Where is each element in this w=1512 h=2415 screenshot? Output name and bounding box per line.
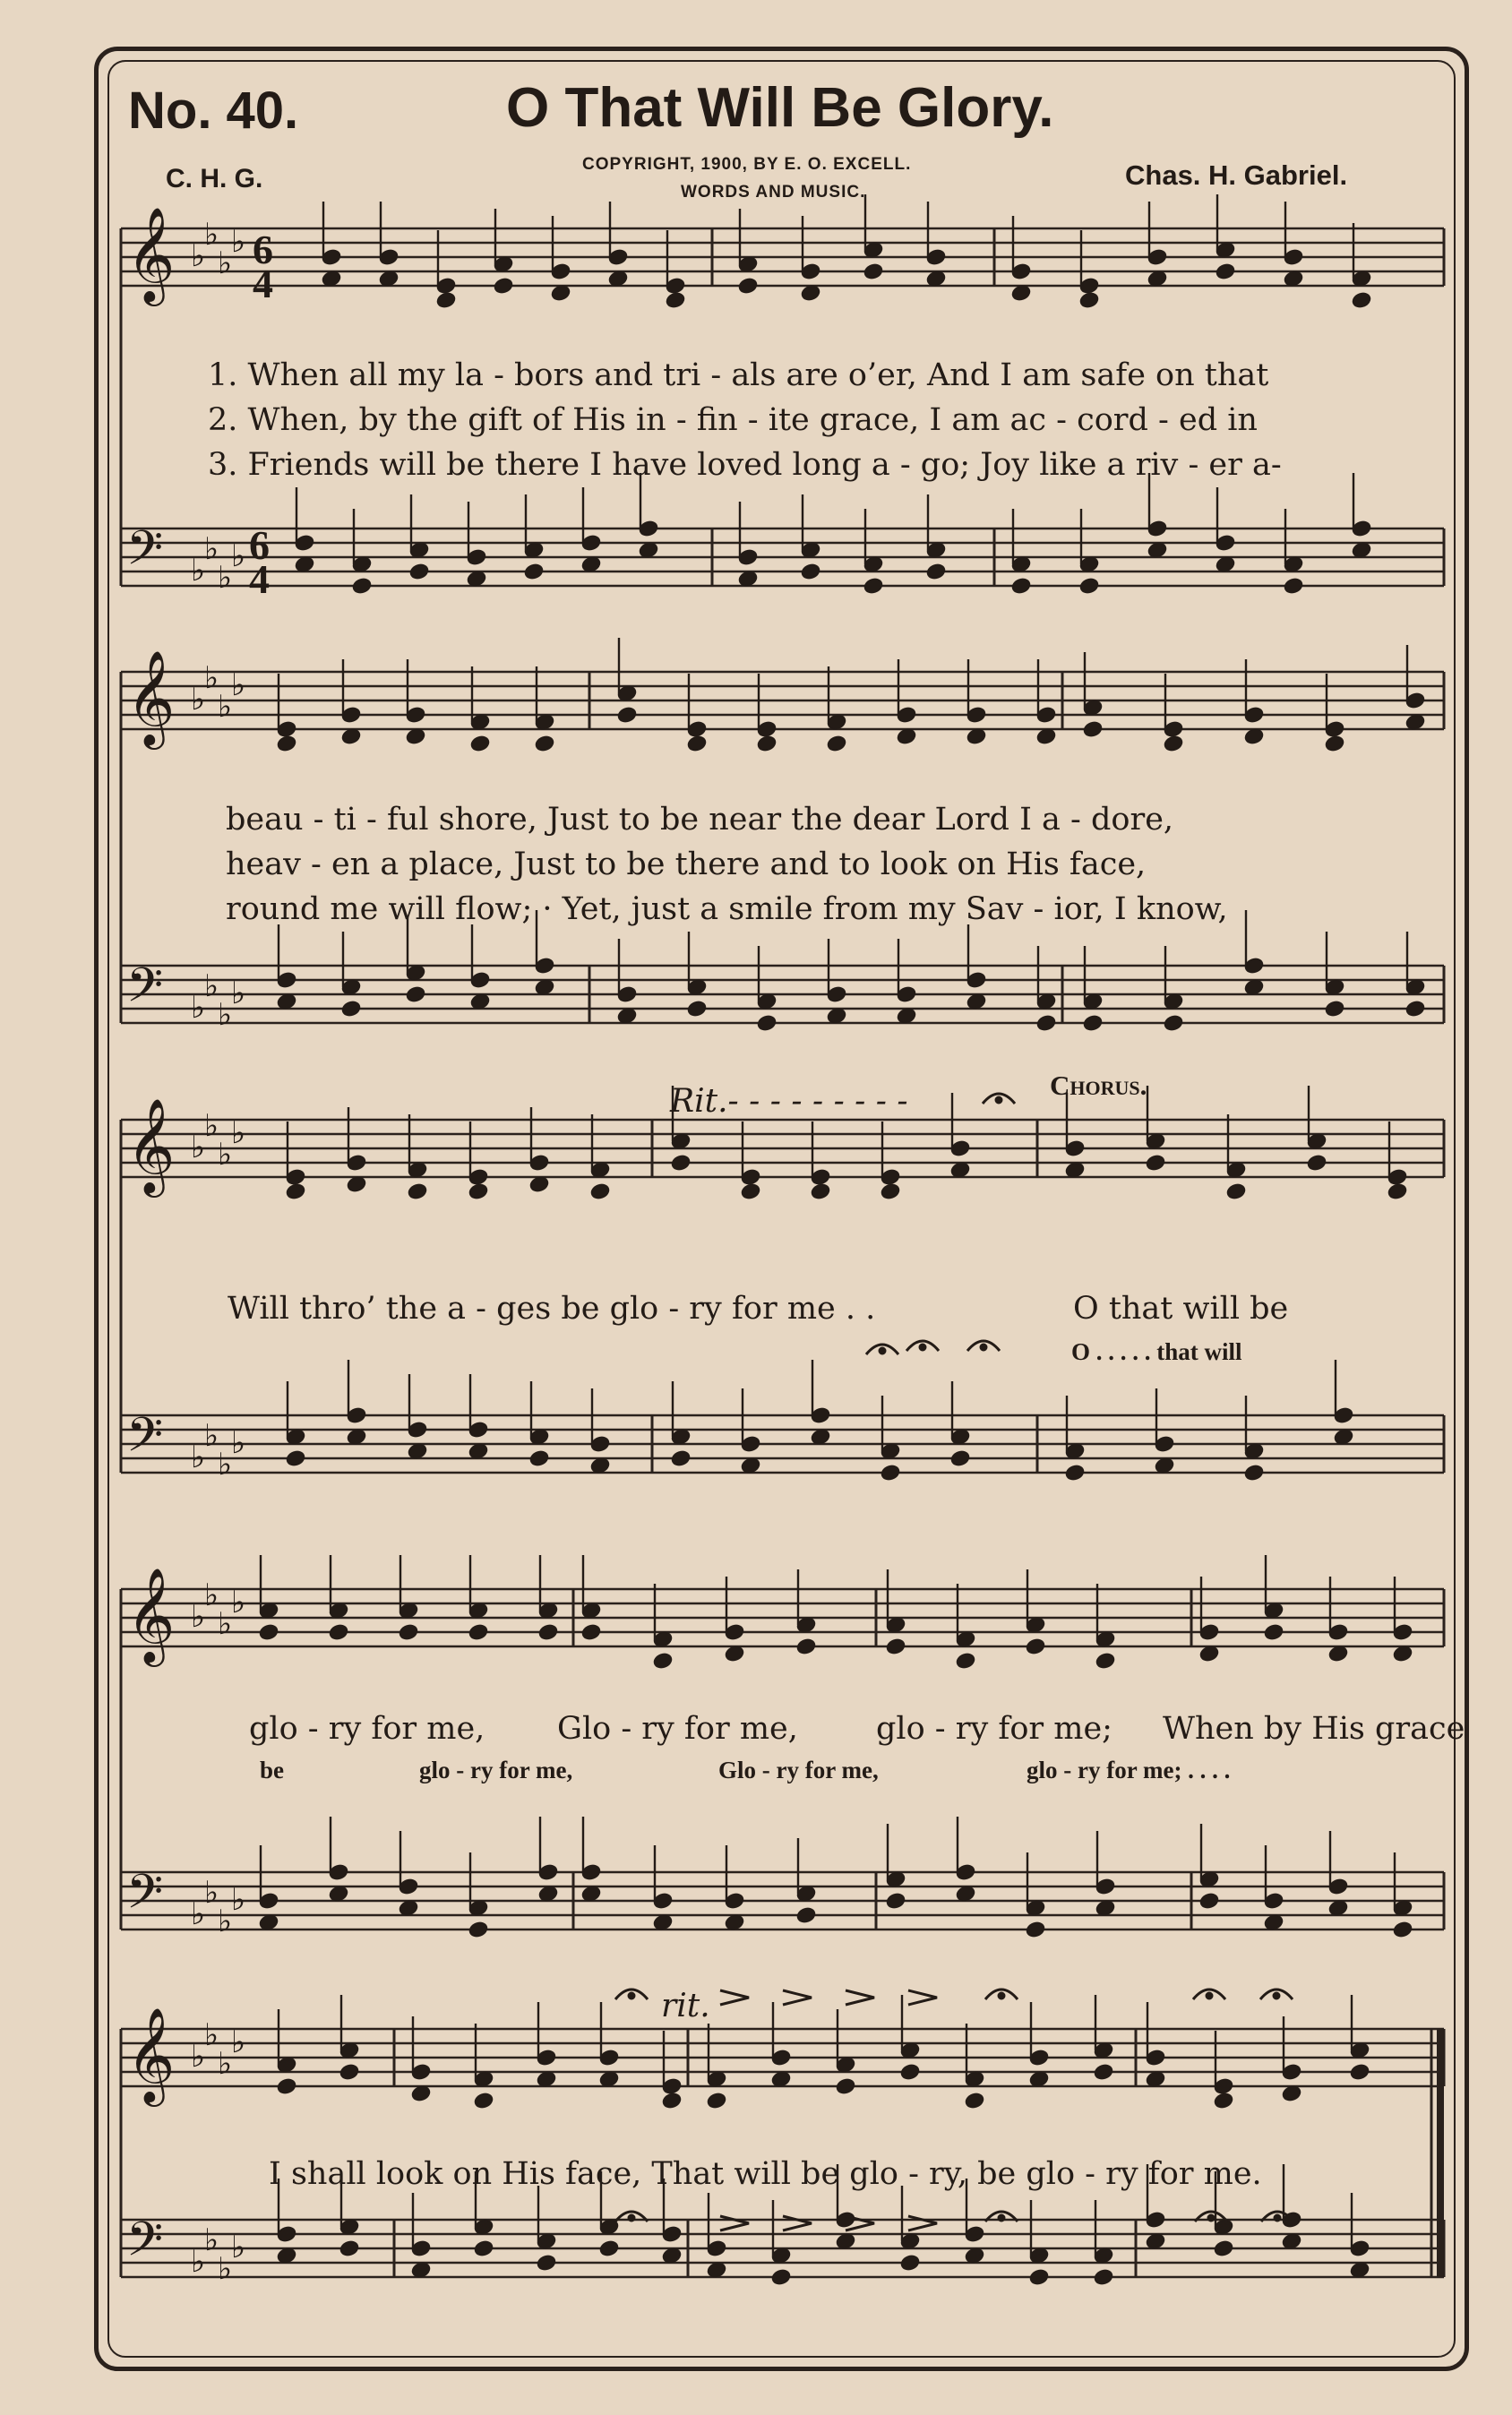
flat-sign: ♭ [218,1606,233,1642]
treble-time-top: 6 [253,227,273,272]
flat-sign: ♭ [191,1440,206,1475]
notehead [285,1449,306,1468]
flat-sign: ♭ [218,2046,233,2082]
notehead [800,563,821,581]
chorus-heading: Chorus. [1050,1070,1147,1101]
notehead [665,291,686,310]
rit-mark-final: rit. [661,1988,710,2024]
notehead [810,1182,831,1201]
notehead [863,262,884,281]
notehead [1095,1652,1116,1671]
flat-sign: ♭ [191,1130,206,1165]
final-lyrics-line: I shall look on His face, That will be glo - ry, be glo - ry for me. [269,2156,1262,2192]
notehead [1198,1892,1220,1911]
verse-1-line-a: 1. When all my la - bors and tri - als are o’er, And I am safe on that [208,357,1269,393]
flat-sign: ♭ [231,2230,246,2265]
notehead [740,1182,761,1201]
notehead [756,735,777,753]
flat-sign: ♭ [191,238,206,274]
notehead [493,277,514,296]
flat-sign: ♭ [218,1904,233,1939]
fermata-dot [920,1345,925,1350]
fermata-dot [999,1993,1004,1998]
flat-sign: ♭ [191,2244,206,2280]
copyright-scope: WORDS AND MUSIC. [681,183,866,202]
fermata-dot [1275,2215,1280,2221]
notehead [880,1182,901,1201]
notehead [1306,1154,1327,1173]
notehead [1010,577,1032,596]
notehead [407,1182,428,1201]
flat-sign: ♭ [191,682,206,718]
flat-sign: ♭ [204,1418,219,1454]
chorus-lyric-1: glo - ry for me, [249,1711,485,1747]
flat-sign: ♭ [231,2024,246,2060]
notehead [1324,1000,1345,1018]
notehead [885,1637,906,1656]
flat-sign: ♭ [218,560,233,596]
notehead [670,1154,692,1173]
notehead [1025,1637,1046,1656]
treble-time-bottom: 4 [253,261,273,306]
treble-clef: 𝄞 [126,1567,176,1663]
notehead [1213,2092,1234,2110]
notehead [1387,1182,1408,1201]
notehead [1324,735,1345,753]
notehead [686,1000,708,1018]
fermata-dot [1207,1993,1212,1998]
notehead [1163,1014,1184,1033]
flat-sign: ♭ [191,1599,206,1635]
accent-icon [720,1990,749,2005]
notehead [473,2239,494,2258]
notehead [670,1449,692,1468]
notehead [468,1182,489,1201]
notehead [589,1182,611,1201]
fermata-dot [981,1345,986,1350]
flat-sign: ♭ [204,531,219,567]
notehead [652,1652,674,1671]
hymn-number: No. 40. [128,82,299,140]
bass-clef: 𝄢 [126,1865,164,1931]
notehead [1163,735,1184,753]
flat-sign: ♭ [204,2222,219,2258]
bar-lines [121,228,1444,2277]
notehead [339,2239,360,2258]
flat-sign: ♭ [231,667,246,703]
notehead [1028,2268,1050,2287]
notehead [835,2077,856,2096]
bass-clef: 𝄢 [126,521,164,588]
accent-icon [783,1990,812,2005]
notehead [1213,2239,1234,2258]
treble-clef: 𝄞 [126,206,176,302]
flat-sign: ♭ [204,1577,219,1613]
notehead [1405,1000,1426,1018]
notehead [795,1637,817,1656]
flat-sign: ♭ [191,2039,206,2075]
fermata-dot [629,2215,634,2221]
alto-lyric-3: Glo - ry for me, [718,1757,879,1783]
notehead [469,735,491,753]
flat-sign: ♭ [191,1896,206,1932]
notehead [706,2092,727,2110]
treble-clef: 𝄞 [126,2007,176,2102]
alto-lyric-2: glo - ry for me, [419,1757,573,1783]
notehead [1078,291,1100,310]
notehead [1078,577,1100,596]
notehead [955,1652,976,1671]
flat-sign: ♭ [218,1447,233,1483]
notehead [276,2077,297,2096]
bass-time-top: 6 [249,522,270,568]
notehead [285,1182,306,1201]
notehead [405,985,426,1004]
composer-credit: Chas. H. Gabriel. [1125,159,1348,191]
notehead [534,735,555,753]
chorus-lyrics-start: O that will be [1073,1291,1289,1327]
verse-3-line-b: round me will flow; · Yet, just a smile from my Sav - ior, I know, [226,891,1228,927]
bass-time-bottom: 4 [249,556,270,602]
notehead [863,577,884,596]
notehead [468,1623,489,1642]
notehead [949,1449,971,1468]
accent-icon [908,2216,937,2230]
notehead [537,1623,559,1642]
notehead [435,291,457,310]
notehead [468,1921,489,1939]
fermata-dot [629,1993,634,1998]
notehead [1215,262,1236,281]
notehead [616,706,638,725]
flat-sign: ♭ [231,1115,246,1151]
notehead [661,2092,683,2110]
chorus-lyric-2: Glo - ry for me, [557,1711,798,1747]
notehead [1263,1623,1284,1642]
treble-clef: 𝄞 [126,1097,176,1193]
noteheads [258,194,1426,2286]
flat-sign: ♭ [204,1875,219,1911]
notehead [351,577,373,596]
notehead [1093,2063,1114,2082]
flat-sign: ♭ [204,968,219,1004]
notehead [328,1623,349,1642]
notehead [408,563,430,581]
staff-lines [121,228,1444,2277]
notehead [899,2063,921,2082]
alto-lyric-4: glo - ry for me; . . . . [1027,1757,1231,1783]
notehead [1243,1464,1265,1483]
flat-sign: ♭ [231,1425,246,1461]
flat-sign: ♭ [231,975,246,1011]
notehead [1145,1154,1166,1173]
notehead [1225,1182,1247,1201]
notehead [473,2092,494,2110]
hymn-title: O That Will Be Glory. [506,77,1054,139]
fermata-dot [999,2215,1004,2221]
notehead [925,563,947,581]
notehead [580,1623,602,1642]
chorus-lyric-4: When by His grace [1163,1711,1465,1747]
alto-echo-lyrics: O . . . . . that will [1071,1338,1242,1365]
notehead [1283,577,1304,596]
copyright-notice: COPYRIGHT, 1900, BY E. O. EXCELL. [582,155,912,174]
notehead [1349,2063,1370,2082]
notehead [964,2092,985,2110]
notehead [1082,720,1104,739]
alto-lyric-1: be [260,1757,284,1783]
notehead [756,1014,777,1033]
notehead [899,2254,921,2273]
fermata-dot [1208,2215,1214,2221]
notehead [737,277,759,296]
notehead [1035,1014,1057,1033]
notehead [339,2063,360,2082]
notehead [398,1623,419,1642]
lyricist-credit: C. H. G. [166,164,263,193]
notehead [523,563,545,581]
notehead [826,735,847,753]
flat-sign: ♭ [204,217,219,253]
flat-sign: ♭ [191,990,206,1026]
flat-sign: ♭ [231,224,246,260]
flat-sign: ♭ [204,660,219,696]
notehead [598,2239,620,2258]
flat-sign: ♭ [204,2017,219,2053]
treble-clef: 𝄞 [126,649,176,745]
notehead [1064,1464,1086,1483]
notehead [1093,2268,1114,2287]
flat-sign: ♭ [204,1108,219,1144]
flat-sign: ♭ [218,245,233,281]
verse-1-line-b: beau - ti - ful shore, Just to be near the dear Lord I a - dore, [226,802,1174,838]
fermata-dot [880,1348,885,1354]
notehead [770,2268,792,2287]
fermatas-accents [615,1094,1293,2230]
notehead [528,1449,550,1468]
bass-clef: 𝄢 [126,2213,164,2279]
flat-sign: ♭ [218,997,233,1033]
notehead [686,735,708,753]
verse-2-line-a: 2. When, by the gift of His in - fin - ite grace, I am ac - cord - ed in [208,402,1258,438]
notehead [276,735,297,753]
chorus-lyric-3: glo - ry for me; [876,1711,1113,1747]
notehead [1392,1921,1413,1939]
accent-icon [783,2216,812,2230]
fermata-dot [1274,1993,1279,1998]
ritardando-mark: Rit.- - - - - - - - - [670,1083,908,1120]
lyrics-line-3: Will thro’ the a - ges be glo - ry for me . . [228,1291,876,1327]
notehead [340,1000,362,1018]
verse-2-line-b: heav - en a place, Just to be there and to look on His face, [226,847,1147,882]
notehead [1082,1014,1104,1033]
flat-sign: ♭ [218,689,233,725]
clefs-and-keys [126,206,245,2287]
notehead [795,1906,817,1925]
notehead [885,1892,906,1911]
bass-clef: 𝄢 [126,958,164,1025]
flat-sign: ♭ [218,2251,233,2287]
notehead [880,1464,901,1483]
flat-sign: ♭ [231,1882,246,1918]
flat-sign: ♭ [218,1137,233,1173]
fermata-dot [996,1097,1001,1103]
flat-sign: ♭ [231,1585,246,1620]
notehead [536,2254,557,2273]
flat-sign: ♭ [231,538,246,574]
notehead [1351,291,1372,310]
accent-icon [908,1990,937,2005]
verse-3-line-a: 3. Friends will be there I have loved long a - go; Joy like a riv - er a- [208,447,1282,483]
bass-clef: 𝄢 [126,1408,164,1474]
notehead [258,1623,279,1642]
notehead [1025,1921,1046,1939]
flat-sign: ♭ [191,553,206,589]
accent-icon [846,1990,874,2005]
accent-icon [720,2216,749,2230]
